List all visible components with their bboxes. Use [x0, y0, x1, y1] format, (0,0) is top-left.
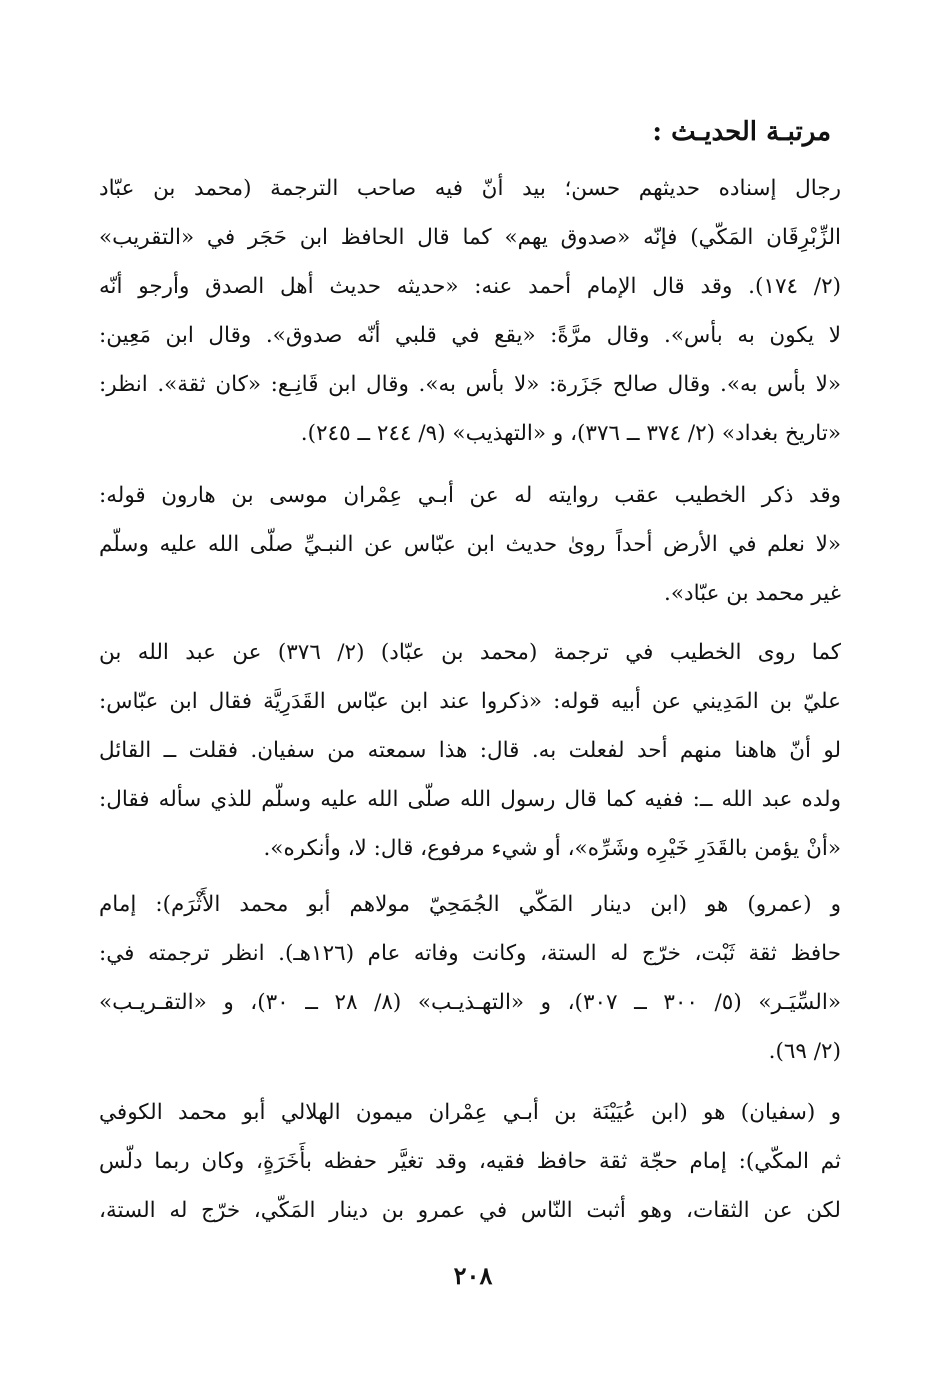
text-line: «تاريخ بغداد» (٢/ ٣٧٤ ــ ٣٧٦)، و «التهذيب» (٩/ ٢٤٤ ــ ٢٤٥). [300, 421, 841, 446]
paragraph-khatib-narration [99, 628, 841, 873]
paragraph-khatib-note [99, 471, 841, 618]
section-heading: مرتبـة الحديـث : [652, 117, 831, 147]
text-line: الزِّبْرِقَان المَكّي) فإنّه «صدوق يهم» كما قال الحافظ ابن حَجَر في «التقريب» [99, 225, 841, 250]
text-line: «أنْ يؤمن بالقَدَرِ خَيْرِه وشَرِّه»، أو شيء مرفوع، قال: لا، وأنكره». [263, 836, 841, 861]
paragraph-amr [99, 880, 841, 1076]
text-line: ولده عبد الله ــ: ففيه كما قال رسول الله صلّى الله عليه وسلّم للذي سأله فقال: [99, 787, 841, 812]
text-line: لكن عن الثقات، وهو أثبت النّاس في عمرو بن دينار المَكّي، خرّج له الستة، [99, 1198, 841, 1223]
text-line: «لا بأس به». وقال صالح جَزَرة: «لا بأس به». وقال ابن قَانِـع: «كان ثقة». انظر: [99, 372, 841, 397]
text-line: «السِّيَـر» (٥/ ٣٠٠ ــ ٣٠٧)، و «التهـذيـب» (٨/ ٢٨ ــ ٣٠)، و «التقـريـب» [99, 990, 841, 1015]
text-line: ثم المكّي): إمام حجّة ثقة حافظ فقيه، وقد تغيَّر حفظه بأَخَرَةٍ، وكان ربما دلّس [99, 1149, 841, 1174]
text-line: لا يكون به بأس». وقال مرَّةً: «يقع في قلبي أنّه صدوق». وقال ابن مَعِين: [99, 323, 841, 348]
paragraph-sufyan [99, 1088, 841, 1235]
text-line: «لا نعلم في الأرض أحداً روىٰ حديث ابن عبّاس عن النبـيِّ صلّى الله عليه وسلّم [99, 532, 841, 557]
text-line: (٢/ ٦٩). [768, 1039, 841, 1064]
text-line: وقد ذكر الخطيب عقب روايته له عن أبـي عِمْران موسى بن هارون قوله: [99, 483, 841, 508]
text-line: عليّ بن المَدِيني عن أبيه قوله: «ذكروا عند ابن عبّاس القَدَرِيَّة فقال ابن عبّاس: [99, 689, 841, 714]
paragraph-hadith-grade [99, 164, 841, 458]
page-number: ٢٠٨ [453, 1261, 493, 1290]
text-line: غير محمد بن عبّاد». [664, 581, 841, 606]
text-line: لو أنّ هاهنا منهم أحد لفعلت به. قال: هذا سمعته من سفيان. فقلت ــ القائل [99, 738, 841, 763]
text-line: كما روى الخطيب في ترجمة (محمد بن عبّاد) (٢/ ٣٧٦) عن عبد الله بن [99, 640, 841, 665]
text-line: رجال إسناده حديثهم حسن؛ بيد أنّ فيه صاحب الترجمة (محمد بن عبّاد [99, 176, 841, 201]
text-line: حافظ ثقة ثَبْت، خرّج له الستة، وكانت وفاته عام (١٢٦هـ). انظر ترجمته في: [99, 941, 841, 966]
text-line: و (عمرو) هو (ابن دينار المَكّي الجُمَحِيّ مولاهم أبو محمد الأَثْرَم): إمام [99, 892, 841, 917]
text-line: (٢/ ١٧٤). وقد قال الإمام أحمد عنه: «حديثه حديث أهل الصدق وأرجو أنّه [99, 274, 841, 299]
text-line: و (سفيان) هو (ابن عُيَيْنَة بن أبـي عِمْران ميمون الهلالي أبو محمد الكوفي [99, 1100, 841, 1125]
